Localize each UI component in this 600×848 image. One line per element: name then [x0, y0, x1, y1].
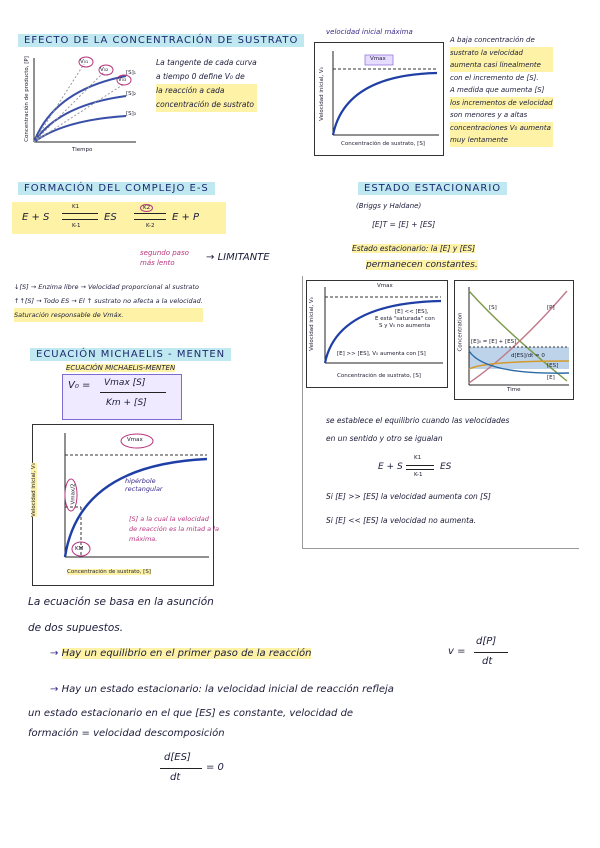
curve-label-2: [S]₂ — [126, 91, 136, 97]
header-efecto-sustrato: EFECTO DE LA CONCENTRACIÓN DE SUSTRATO — [18, 34, 304, 47]
s3-line: Saturación responsable de Vmáx. — [14, 308, 203, 322]
chart4-ylabel: Concentration — [457, 312, 464, 352]
eq-left: E + S — [22, 212, 50, 223]
s1-text-line: concentración de sustrato — [156, 98, 257, 112]
label-dES: d[ES]/dt = 0 — [511, 353, 545, 359]
label-E0: [E]₀ = [E] + [ES] — [471, 339, 517, 345]
mm-eq-bar — [100, 392, 166, 393]
chart2-ylabel: Velocidad inicial, V₀ — [318, 67, 325, 121]
ss-line2: Si [E] << [ES] la velocidad no aumenta. — [326, 516, 477, 525]
label-S: [S] — [489, 305, 497, 311]
limitante-label: → LIMITANTE — [206, 252, 270, 263]
s1-text-line: a tiempo 0 define V₀ de — [156, 72, 245, 81]
eq2-arrow-fwd — [406, 465, 434, 466]
estado-text2: permanecen constantes. — [366, 260, 478, 270]
vmax-mm: Vmax — [127, 437, 143, 443]
label-P: [P] — [547, 305, 555, 311]
s2-line: A baja concentración de — [450, 36, 535, 44]
eq-right: E + P — [172, 212, 200, 223]
s2-text — [450, 34, 553, 147]
et-equation: [E]T = [E] + [ES] — [372, 220, 436, 229]
v-eq-num: d[P] — [476, 636, 497, 647]
bullet2-line3: formación = velocidad descomposición — [28, 728, 225, 739]
eq-k1: K1 — [72, 204, 80, 210]
v-eq-left: v = — [448, 646, 466, 657]
mid-note1: [E] << [ES], — [395, 309, 429, 315]
s2-line: aumenta casi linealmente — [450, 59, 553, 72]
curve-s3 — [34, 116, 126, 142]
label-velocidad-maxima: velocidad inicial máxima — [326, 28, 413, 36]
eq-arrow-fwd — [62, 213, 98, 214]
s2-line: son menores y a altas — [450, 111, 528, 119]
s2-line: A medida que aumenta [S] — [450, 86, 545, 94]
s3-line: ↓[S] → Enzima libre → Velocidad proporcional al sustrato — [14, 283, 199, 291]
eq2-arrow-back — [406, 469, 434, 470]
header-estado-estacionario: ESTADO ESTACIONARIO — [358, 182, 507, 195]
bullet2-text: Hay un estado estacionario: la velocidad inicial de reacción refleja — [61, 684, 394, 695]
vmax-mid: Vmax — [377, 283, 393, 289]
eq2-km1: K-1 — [414, 472, 423, 478]
s2-line: muy lentamente — [450, 134, 553, 147]
eq-km1: K-1 — [72, 223, 81, 229]
circle-label-2: V₀₂ — [100, 67, 109, 73]
hyperbola-note: hipérbole rectangular — [125, 477, 163, 493]
concentration-time-chart — [454, 280, 574, 400]
bullet2-line2: un estado estacionario en el que [ES] es constante, velocidad de — [28, 708, 354, 719]
chart1-ylabel: Concentración de producto, [P] — [23, 56, 30, 142]
v-eq-bar — [474, 652, 508, 653]
chart3-xlabel: Concentración de sustrato, [S] — [337, 373, 421, 379]
velocity-chart-top — [314, 42, 444, 156]
eq-km2: K-2 — [146, 223, 155, 229]
s1-text-line: la reacción a cada — [156, 84, 257, 98]
vmax2-mm: Vmax/2 — [70, 483, 77, 505]
mm-eq-left: V₀ = — [68, 380, 91, 391]
chart3-ylabel: Velocidad inicial, V₀ — [308, 297, 315, 351]
final-bar — [160, 768, 202, 769]
header-michaelis-menten: ECUACIÓN MICHAELIS - MENTEN — [30, 348, 231, 361]
eq2-right: ES — [440, 462, 452, 472]
circle-label-3: V₀₃ — [118, 77, 127, 83]
subheader-mm: ECUACIÓN MICHAELIS-MENTEN — [66, 364, 176, 372]
s1-text — [156, 56, 257, 112]
curve-s1 — [34, 76, 126, 142]
bullet1-text: Hay un equilibrio en el primer paso de la reacción — [61, 648, 312, 659]
s3-lines — [14, 280, 203, 322]
michaelis-svg — [30, 425, 213, 585]
bullet2: → Hay un estado estacionario: la velocidad inicial de reacción refleja — [50, 684, 394, 695]
eq2-left: E + S — [378, 462, 403, 472]
mm-eq-den: Km + [S] — [106, 398, 147, 408]
mid-note2: E está "saturada" con — [375, 316, 435, 322]
limitante-text: LIMITANTE — [217, 252, 270, 263]
km-note1: [S] a la cual la velocidad — [129, 515, 209, 523]
mm-xlabel: Concentración de sustrato, [S] — [67, 569, 151, 575]
header-complejo-es: FORMACIÓN DEL COMPLEJO E-S — [18, 182, 215, 195]
km-note2: de reacción es la mitad a la — [129, 525, 219, 533]
chart2-xlabel: Concentración de sustrato, [S] — [341, 141, 425, 147]
mm-ylabel: Velocidad inicial, V₀ — [30, 463, 37, 517]
eq-mid: ES — [104, 212, 117, 223]
s2-line: los incrementos de velocidad — [450, 97, 553, 110]
equilibrium-text1: se establece el equilibrio cuando las velocidades — [326, 416, 510, 425]
s1-text-line: La tangente de cada curva — [156, 58, 257, 67]
circle-label-1: V₀₁ — [80, 59, 89, 65]
km-mm: KM — [75, 546, 84, 552]
slow-step-note: segundo paso más lento — [140, 249, 189, 267]
final-num: d[ES] — [164, 752, 191, 763]
ss-line1: Si [E] >> [ES] la velocidad aumenta con [S] — [326, 492, 491, 501]
product-time-chart — [14, 50, 142, 158]
label-E: [E] — [547, 375, 555, 381]
final-rhs: = 0 — [206, 762, 224, 773]
label-ES: [ES] — [547, 363, 559, 369]
velocity-mid-svg — [307, 281, 447, 387]
s2-line: sustrato la velocidad — [450, 47, 553, 60]
km-note3: máxima. — [129, 535, 158, 543]
bullet1: → Hay un equilibrio en el primer paso de la reacción — [50, 648, 312, 659]
briggs-haldane: (Briggs y Haldane) — [356, 202, 422, 210]
product-time-svg — [14, 50, 142, 158]
eq2-k1: K1 — [414, 455, 422, 461]
chart4-xlabel: Time — [507, 387, 521, 393]
chart1-xlabel: Tiempo — [72, 147, 93, 153]
velocity-chart-mid — [306, 280, 448, 388]
equilibrium-text2: en un sentido y otro se igualan — [326, 434, 443, 443]
eq-arrow-back — [62, 219, 98, 220]
intro1: La ecuación se basa en la asunción — [28, 596, 214, 608]
curve-label-3: [S]₃ — [126, 111, 136, 117]
eq-arrow2-fwd — [134, 213, 166, 214]
mid-note4: [E] >> [ES], V₀ aumenta con [S] — [337, 351, 426, 357]
s2-line: concentraciones V₀ aumenta — [450, 122, 553, 135]
intro2: de dos supuestos. — [28, 622, 124, 634]
vmax-label-top: Vmax — [370, 56, 386, 62]
s3-line: ↑↑[S] → Todo ES → El ↑ sustrato no afecta a la velocidad. — [14, 297, 203, 305]
estado-text1: Estado estacionario: la [E] y [ES] — [352, 244, 475, 253]
final-den: dt — [170, 772, 181, 783]
s2-line: con el incremento de [S]. — [450, 73, 539, 82]
eq-k2: K2 — [140, 204, 153, 212]
mid-note3: S y V₀ no aumenta — [379, 323, 431, 329]
michaelis-chart — [30, 424, 219, 586]
eq-arrow2-back — [134, 219, 166, 220]
curve-label-1: [S]₁ — [126, 70, 136, 76]
mm-eq-num: Vmax [S] — [104, 378, 146, 388]
v-eq-den: dt — [482, 656, 493, 667]
